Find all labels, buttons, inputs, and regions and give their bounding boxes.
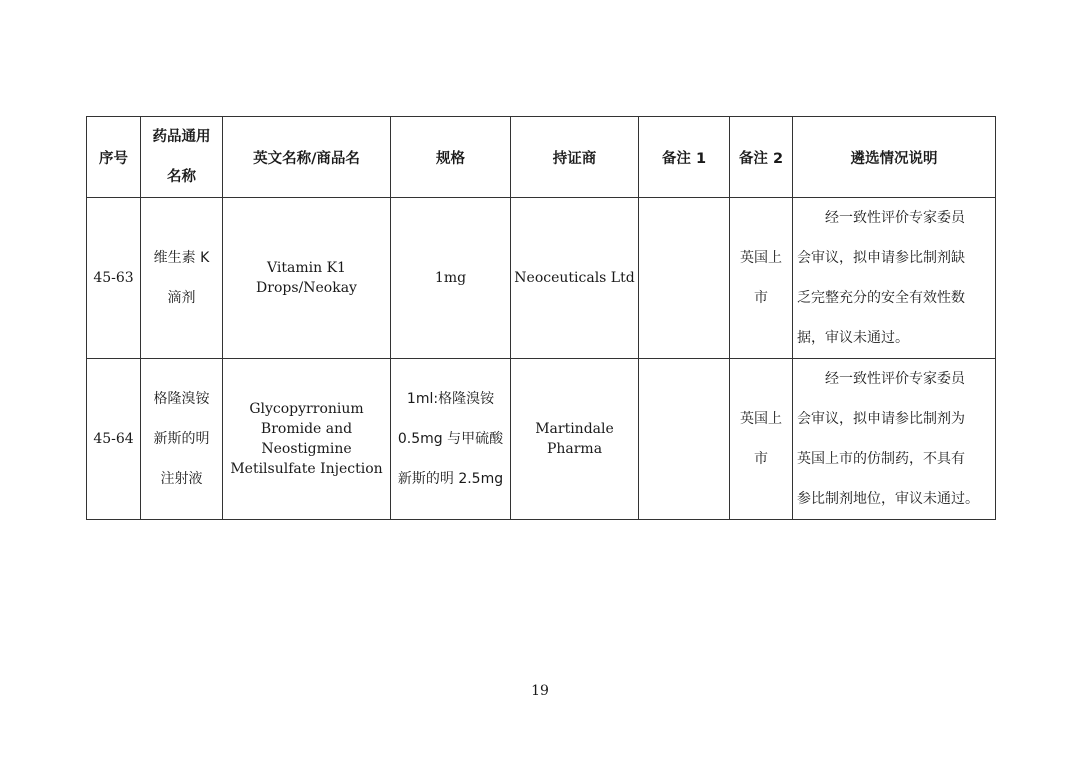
holder-line: Pharma (546, 441, 603, 457)
cell-note1 (639, 198, 730, 359)
selection-line: 经一致性评价专家委员 (825, 210, 965, 226)
header-row (87, 117, 996, 198)
note2-line: 英国上 (740, 250, 782, 266)
cell-generic-name (141, 198, 223, 359)
table-row (87, 198, 996, 359)
selection-line: 会审议，拟申请参比制剂缺 (797, 250, 965, 266)
holder-line: Martindale (535, 421, 614, 437)
header-spec: 规格 (391, 117, 511, 198)
generic-name-line: 滴剂 (167, 290, 196, 306)
header-generic-name-line1: 药品通用 (152, 129, 211, 145)
header-note2: 备注 2 (730, 117, 793, 198)
english-name-line: Neostigmine (261, 441, 352, 457)
selection-line: 乏完整充分的安全有效性数 (797, 290, 965, 306)
header-generic-name-line2: 名称 (167, 169, 196, 185)
table-row (87, 359, 996, 520)
cell-spec (391, 359, 511, 520)
cell-holder: Neoceuticals Ltd (511, 198, 639, 359)
english-name-line: Metilsulfate Injection (230, 461, 383, 477)
spec-line: 0.5mg 与甲硫酸 (397, 431, 504, 447)
header-seq: 序号 (87, 117, 141, 198)
cell-english-name (223, 359, 391, 520)
header-selection: 遴选情况说明 (793, 117, 996, 198)
generic-name-line: 格隆溴铵 (153, 391, 210, 407)
cell-seq: 45-64 (87, 359, 141, 520)
header-generic-name (141, 117, 223, 198)
cell-note1 (639, 359, 730, 520)
selection-line: 经一致性评价专家委员 (825, 371, 965, 387)
note2-line: 市 (754, 451, 768, 467)
english-name-line: Bromide and (260, 421, 353, 437)
generic-name-line: 维生素 K (153, 250, 210, 266)
cell-holder (511, 359, 639, 520)
cell-note2 (730, 359, 793, 520)
cell-selection (793, 359, 996, 520)
english-name-line: Glycopyrronium (249, 401, 364, 417)
header-english-name: 英文名称/商品名 (223, 117, 391, 198)
selection-line: 会审议，拟申请参比制剂为 (797, 411, 965, 427)
selection-line: 参比制剂地位，审议未通过。 (797, 491, 979, 507)
header-note1: 备注 1 (639, 117, 730, 198)
cell-selection (793, 198, 996, 359)
note2-line: 市 (754, 290, 768, 306)
drug-table (86, 116, 996, 520)
generic-name-line: 新斯的明 (153, 431, 210, 447)
english-name-line: Vitamin K1 (267, 260, 346, 276)
note2-line: 英国上 (740, 411, 782, 427)
cell-seq: 45-63 (87, 198, 141, 359)
cell-spec: 1mg (391, 198, 511, 359)
english-name-line: Drops/Neokay (256, 280, 357, 296)
page-number: 19 (531, 683, 549, 699)
cell-generic-name (141, 359, 223, 520)
selection-line: 英国上市的仿制药，不具有 (797, 451, 965, 467)
selection-line: 据，审议未通过。 (797, 330, 909, 346)
cell-note2 (730, 198, 793, 359)
generic-name-line: 注射液 (160, 471, 203, 487)
cell-english-name (223, 198, 391, 359)
spec-line: 新斯的明 2.5mg (397, 471, 504, 487)
header-holder: 持证商 (511, 117, 639, 198)
spec-line: 1ml:格隆溴铵 (406, 391, 495, 407)
